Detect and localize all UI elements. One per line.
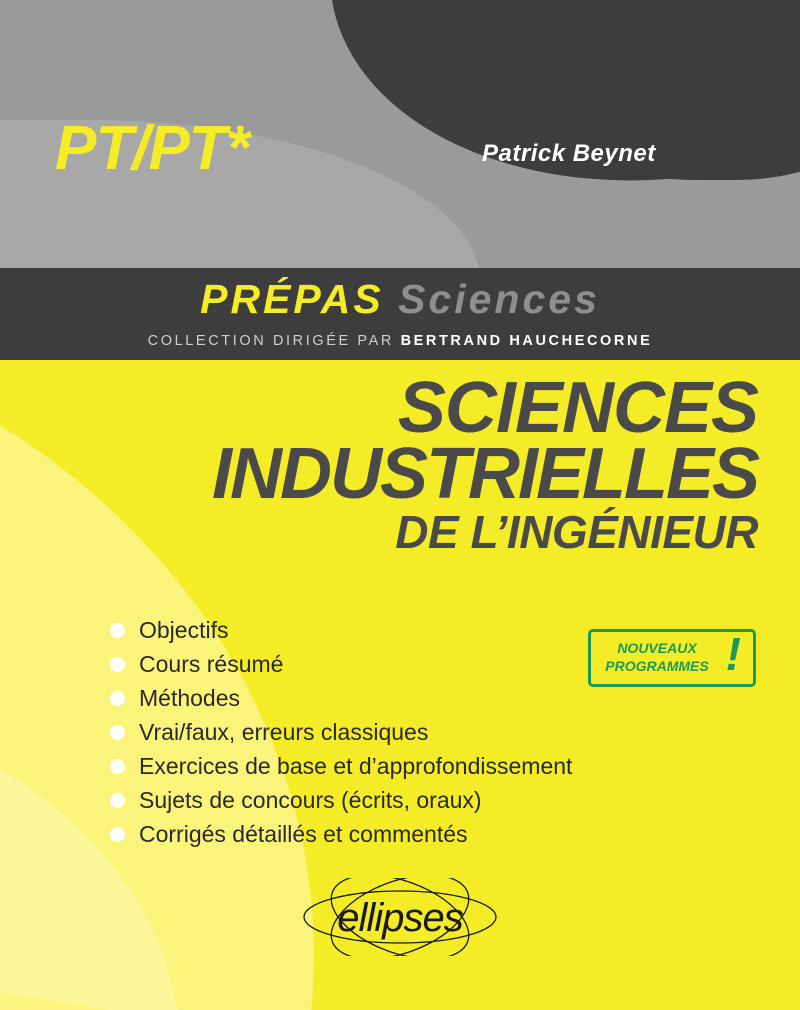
list-item [110,715,572,749]
book-title-line2: INDUSTRIELLES [211,434,758,515]
author-name: Patrick Beynet [482,140,656,167]
list-item [110,817,572,851]
collection-director-name: BERTRAND HAUCHECORNE [400,333,653,349]
feature-label: Vrai/faux, erreurs classiques [139,718,429,745]
feature-label: Méthodes [139,684,241,711]
book-title-line3: DE L’INGÉNIEUR [395,506,758,559]
publisher-name: ellipses [337,896,463,940]
bullet-dot-icon [110,759,125,774]
feature-label: Cours résumé [139,650,284,677]
bullet-dot-icon [110,827,125,842]
list-item [110,681,572,715]
feature-label: Sujets de concours (écrits, oraux) [139,786,482,813]
badge-text [601,640,713,675]
list-item [110,749,572,783]
collection-title [0,276,800,323]
bullet-dot-icon [110,691,125,706]
book-title-line1: SCIENCES [397,368,758,448]
bullet-dot-icon [110,793,125,808]
new-programs-badge [588,629,756,687]
book-title [211,368,758,559]
bullet-dot-icon [110,657,125,672]
course-level: PT/PT* [55,114,249,183]
feature-label: Corrigés détaillés et commentés [139,820,468,847]
feature-list [110,613,572,851]
collection-title-word1: PRÉPAS [200,276,399,322]
feature-label: Exercices de base et d’approfondissement [139,752,573,779]
list-item [110,647,572,681]
list-item [110,613,572,647]
bullet-dot-icon [110,623,125,638]
collection-title-word2: Sciences [398,276,600,322]
bullet-dot-icon [110,725,125,740]
collection-director-line [0,333,800,349]
publisher-logo [0,878,800,956]
badge-exclamation-icon: ! [725,628,741,680]
list-item [110,783,572,817]
collection-director-prefix: COLLECTION DIRIGÉE PAR [147,333,401,349]
feature-label: Objectifs [139,616,229,643]
badge-line2: PROGRAMMES [605,657,709,674]
badge-line1: NOUVEAUX [617,640,697,656]
